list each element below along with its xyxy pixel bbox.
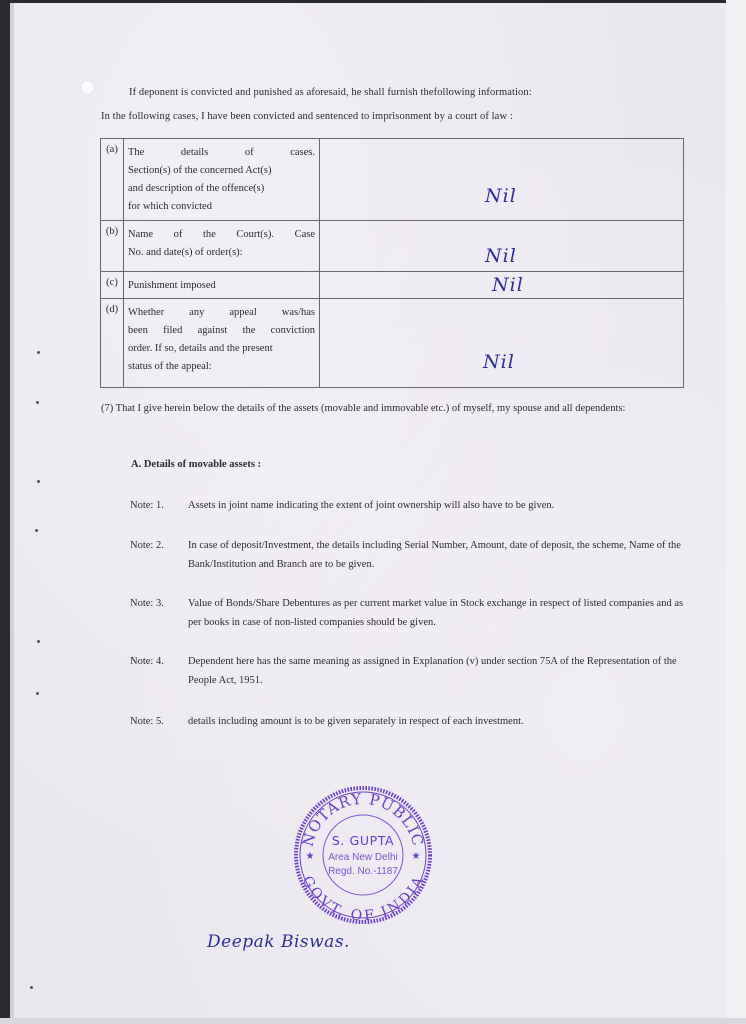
note-label: Note: 3.: [130, 598, 164, 609]
convictions-table: [100, 138, 684, 388]
desc-line: been filed against the conviction: [128, 325, 315, 336]
row-description: [124, 272, 320, 299]
desc-line: Whether any appeal was/has: [128, 307, 315, 318]
stamp-name: S. GUPTA: [331, 833, 395, 848]
handwritten-answer: Nil: [483, 351, 515, 373]
note-label: Note: 4.: [130, 656, 164, 667]
row-description: [124, 299, 320, 388]
speck-mark: [35, 529, 38, 532]
row-answer-cell: [320, 299, 684, 388]
note-label: Note: 2.: [130, 540, 164, 551]
star-icon: ★: [411, 851, 421, 862]
desc-line: order. If so, details and the present: [128, 343, 273, 354]
row-index: (c): [101, 272, 124, 299]
note-label: Note: 1.: [130, 500, 164, 511]
note-text: Assets in joint name indicating the extent of joint ownership will also have to be given.: [188, 500, 555, 511]
speck-mark: [37, 351, 40, 354]
punch-hole-icon: [80, 80, 95, 95]
intro-line-2: In the following cases, I have been convicted and sentenced to imprisonment by a court of law :: [101, 111, 513, 122]
table-row: [101, 299, 684, 388]
stamp-regd: Regd. No.-1187: [328, 866, 398, 877]
table-row: [101, 221, 684, 272]
row-answer-cell: [320, 221, 684, 272]
handwritten-answer: Nil: [492, 274, 524, 296]
stamp-bottom-arc: GOVT. OF INDIA: [299, 873, 427, 924]
notary-stamp: [292, 784, 434, 926]
section-a-heading: A. Details of movable assets :: [131, 459, 262, 470]
paragraph-7: (7) That I give herein below the details of the assets (movable and immovable etc.) of myself, my spouse and all dependents:: [101, 403, 626, 414]
table-row: [101, 139, 684, 221]
desc-line: No. and date(s) of order(s):: [128, 247, 243, 258]
desc-line: and description of the offence(s): [128, 183, 265, 194]
note-1: [130, 496, 690, 515]
speck-mark: [36, 401, 39, 404]
note-text: Value of Bonds/Share Debentures as per current market value in Stock exchange in respect of listed companies and as per books in case of non-listed companies should be given.: [188, 598, 684, 628]
note-4: [130, 652, 690, 690]
row-description: [124, 139, 320, 221]
desc-line: Name of the Court(s). Case: [128, 229, 315, 240]
desc-line: The details of cases.: [128, 147, 315, 158]
desc-line: Section(s) of the concerned Act(s): [128, 165, 272, 176]
star-icon: ★: [305, 851, 315, 862]
note-5: [130, 712, 690, 731]
handwritten-answer: Nil: [485, 185, 517, 207]
scanner-edge-right: [726, 0, 746, 1024]
note-text: details including amount is to be given separately in respect of each investment.: [188, 716, 524, 727]
stamp-area: Area New Delhi: [328, 852, 398, 863]
handwritten-answer: Nil: [485, 245, 517, 267]
note-text: In case of deposit/Investment, the details including Serial Number, Amount, date of deposit, the scheme, Name of the Bank/Institution and Branch are to be given.: [188, 540, 681, 570]
speck-mark: [36, 692, 39, 695]
desc-line: Punishment imposed: [128, 280, 216, 291]
row-index: (d): [101, 299, 124, 388]
table-row: [101, 272, 684, 299]
row-description: [124, 221, 320, 272]
desc-line: for which convicted: [128, 201, 212, 212]
row-index: (b): [101, 221, 124, 272]
note-label: Note: 5.: [130, 716, 164, 727]
note-2: [130, 536, 690, 574]
speck-mark: [37, 640, 40, 643]
note-text: Dependent here has the same meaning as assigned in Explanation (v) under section 75A of the Representation of the People Act, 1951.: [188, 656, 677, 686]
speck-mark: [30, 986, 33, 989]
stamp-top-arc: NOTARY PUBLIC: [298, 789, 428, 849]
scanner-edge-bottom: [0, 1018, 746, 1024]
note-3: [130, 594, 690, 632]
intro-line-1: If deponent is convicted and punished as aforesaid, he shall furnish thefollowing information:: [129, 87, 532, 98]
speck-mark: [37, 480, 40, 483]
row-answer-cell: [320, 139, 684, 221]
row-index: (a): [101, 139, 124, 221]
desc-line: status of the appeal:: [128, 361, 212, 372]
signature: Deepak Biswas.: [207, 932, 350, 952]
row-answer-cell: [320, 272, 684, 299]
